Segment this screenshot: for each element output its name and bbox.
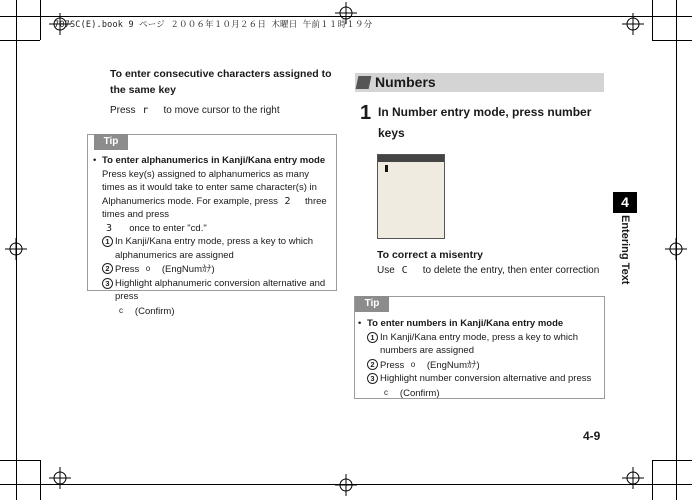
step-number: 2 [102, 263, 113, 274]
crop-mark [652, 460, 692, 461]
softkey-icon: o [410, 359, 416, 369]
confirm-key-icon: c [119, 305, 123, 315]
bullet-icon: • [358, 318, 362, 329]
clear-key-icon: C [401, 265, 408, 276]
crop-mark [652, 460, 653, 500]
tip-step: 1 In Kanji/Kana entry mode, press a key to which numbers are assigned [367, 331, 601, 358]
chapter-tab-label: Entering Text [619, 215, 631, 285]
crop-mark [40, 460, 41, 500]
step-instruction: In Number entry mode, press number keys [378, 105, 592, 140]
correct-misentry [377, 247, 607, 278]
crop-mark [652, 40, 692, 41]
step-number: 3 [102, 278, 113, 289]
registration-mark-icon [665, 238, 687, 260]
step-number: 1 [360, 102, 372, 124]
phone-status-bar [378, 155, 444, 162]
softkey-icon: o [145, 264, 151, 273]
text-cursor-icon [385, 165, 388, 172]
crop-mark [0, 40, 40, 41]
registration-mark-icon [5, 238, 27, 260]
right-key-icon: r [142, 105, 149, 116]
running-header: 707SC(E).book 9 ページ ２００６年１０月２６日 木曜日 午前１１時１９分 [54, 20, 373, 30]
tip-label: Tip [94, 134, 128, 150]
tip-step: 2 Press o (EngNumｶﾅ) [102, 262, 334, 277]
tip-box-numbers [354, 296, 605, 399]
step-number: 3 [367, 373, 378, 384]
confirm-key-icon: c [384, 387, 388, 397]
tip-title: To enter numbers in Kanji/Kana entry mode [367, 318, 564, 329]
crop-mark [40, 0, 41, 40]
tip-step: 3 Highlight number conversion alternative and press c (Confirm) [367, 372, 601, 400]
instruction: Press r to move cursor to the right [110, 105, 280, 116]
step-number: 2 [367, 359, 378, 370]
section-title-bar [355, 73, 604, 92]
phone-screen-illustration [377, 154, 445, 239]
tip-step: 1 In Kanji/Kana entry mode, press a key to which alphanumerics are assigned [102, 235, 334, 262]
chapter-tab-number: 4 [613, 192, 637, 213]
bullet-icon: • [93, 155, 97, 166]
tip-title: To enter alphanumerics in Kanji/Kana entry mode [102, 155, 326, 166]
subheading: To correct a misentry [377, 249, 484, 261]
registration-mark-icon [622, 13, 644, 35]
instruction: Use C to delete the entry, then enter correction [377, 265, 600, 276]
registration-mark-icon [335, 474, 357, 496]
registration-mark-icon [49, 467, 71, 489]
page-number: 4-9 [583, 429, 601, 443]
tip-body: Press key(s) assigned to alphanumerics as many times as it would take to enter same character(s) in Alphanumerics mode. For example, press 2 three times and press 3 once to enter "cd." [102, 168, 327, 234]
crop-mark [652, 0, 653, 40]
section-title: Numbers [375, 74, 436, 90]
tip-step: 3 Highlight alphanumeric conversion alternative and press c (Confirm) [102, 277, 334, 319]
key-2-icon: 2 [284, 195, 291, 207]
tip-label: Tip [355, 296, 389, 312]
step-number: 1 [367, 332, 378, 343]
tip-box-alphanumerics [87, 134, 337, 317]
key-3-icon: 3 [105, 222, 113, 234]
registration-mark-icon [622, 467, 644, 489]
step-number: 1 [102, 236, 113, 247]
section-marker-icon [356, 76, 372, 89]
tip-step: 2 Press o (EngNumｶﾅ) [367, 358, 601, 373]
consecutive-chars-section [110, 66, 336, 118]
crop-mark [0, 460, 40, 461]
section-heading: To enter consecutive characters assigned to the same key [110, 68, 332, 96]
